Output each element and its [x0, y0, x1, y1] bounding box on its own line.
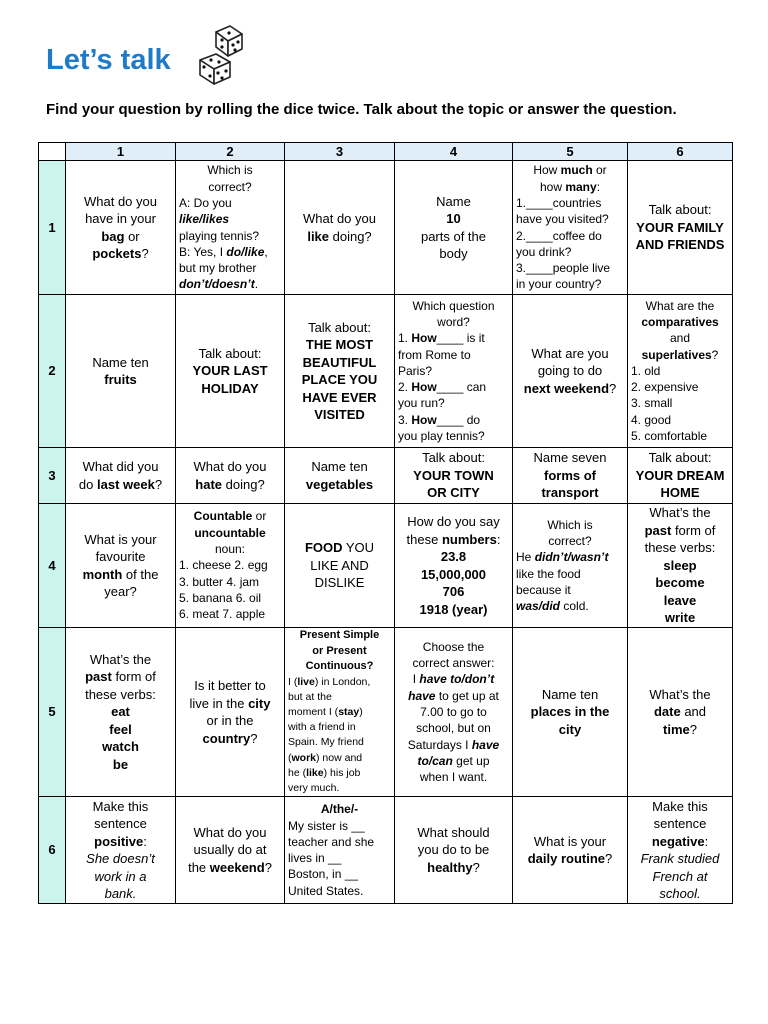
row-header: 5 [39, 628, 66, 797]
question-cell: Talk about: YOUR LAST HOLIDAY [176, 295, 285, 448]
question-cell: Which question word? 1. How____ is it from Rome to Paris? 2. How____ can you run? 3. How____ do you play tennis? [395, 295, 513, 448]
question-cell: Talk about: YOUR TOWN OR CITY [395, 448, 513, 504]
question-cell: What is your daily routine? [513, 797, 628, 904]
question-cell: What do you like doing? [285, 161, 395, 295]
question-cell: Make this sentence negative: Frank studied French at school. [628, 797, 733, 904]
question-cell: What do you have in your bag or pockets? [66, 161, 176, 295]
question-cell: What are the comparatives and superlatives? 1. old 2. expensive 3. small 4. good 5. comfortable [628, 295, 733, 448]
dice-icon [194, 24, 258, 88]
column-header: 6 [628, 143, 733, 161]
question-cell: Which is correct? A: Do you like/likes playing tennis? B: Yes, I do/like, but my brother don’t/doesn’t. [176, 161, 285, 295]
row-header: 1 [39, 161, 66, 295]
question-cell: Countable or uncountable noun: 1. cheese 2. egg 3. butter 4. jam 5. banana 6. oil 6. meat 7. apple [176, 504, 285, 628]
row-header: 3 [39, 448, 66, 504]
row-header: 2 [39, 295, 66, 448]
question-cell: A/the/- My sister is __ teacher and she lives in __ Boston, in __ United States. [285, 797, 395, 904]
question-cell: Name ten fruits [66, 295, 176, 448]
question-cell: Talk about: YOUR DREAM HOME [628, 448, 733, 504]
question-grid [38, 142, 733, 904]
question-cell: Name ten places in the city [513, 628, 628, 797]
question-cell: Talk about: THE MOST BEAUTIFUL PLACE YOU HAVE EVER VISITED [285, 295, 395, 448]
question-cell: How do you say these numbers: 23.8 15,000,000 706 1918 (year) [395, 504, 513, 628]
instructions: Find your question by rolling the dice twice. Talk about the topic or answer the question. [46, 101, 677, 118]
question-cell: Make this sentence positive: She doesn’t work in a bank. [66, 797, 176, 904]
question-cell: FOOD YOU LIKE AND DISLIKE [285, 504, 395, 628]
row-header: 6 [39, 797, 66, 904]
row-header: 4 [39, 504, 66, 628]
question-cell: Talk about: YOUR FAMILY AND FRIENDS [628, 161, 733, 295]
question-cell: What should you do to be healthy? [395, 797, 513, 904]
question-cell: Choose the correct answer: I have to/don’t have to get up at 7.00 to go to school, but on Saturdays I have to/can get up when I want. [395, 628, 513, 797]
column-header: 2 [176, 143, 285, 161]
column-header: 4 [395, 143, 513, 161]
question-cell: Name 10 parts of the body [395, 161, 513, 295]
column-header: 1 [66, 143, 176, 161]
question-cell: What did you do last week? [66, 448, 176, 504]
question-cell: Present Simple or Present Continuous? I (live) in London, but at the moment I (stay) with a friend in Spain. My friend (work) now and he (like) his job very much. [285, 628, 395, 797]
page-title: Let’s talk [46, 44, 171, 76]
question-cell: What is your favourite month of the year? [66, 504, 176, 628]
question-cell: What do you hate doing? [176, 448, 285, 504]
question-cell: What’s the past form of these verbs: eat feel watch be [66, 628, 176, 797]
question-cell: Is it better to live in the city or in the country? [176, 628, 285, 797]
question-cell: How much or how many: 1.____countries have you visited? 2.____coffee do you drink? 3.____people live in your country? [513, 161, 628, 295]
question-cell: What’s the date and time? [628, 628, 733, 797]
question-cell: What do you usually do at the weekend? [176, 797, 285, 904]
column-header: 3 [285, 143, 395, 161]
question-cell: What’s the past form of these verbs: sleep become leave write [628, 504, 733, 628]
question-cell: Which is correct? He didn’t/wasn’t like the food because it was/did cold. [513, 504, 628, 628]
corner-cell [39, 143, 66, 161]
question-cell: What are you going to do next weekend? [513, 295, 628, 448]
question-cell: Name seven forms of transport [513, 448, 628, 504]
column-header: 5 [513, 143, 628, 161]
question-cell: Name ten vegetables [285, 448, 395, 504]
